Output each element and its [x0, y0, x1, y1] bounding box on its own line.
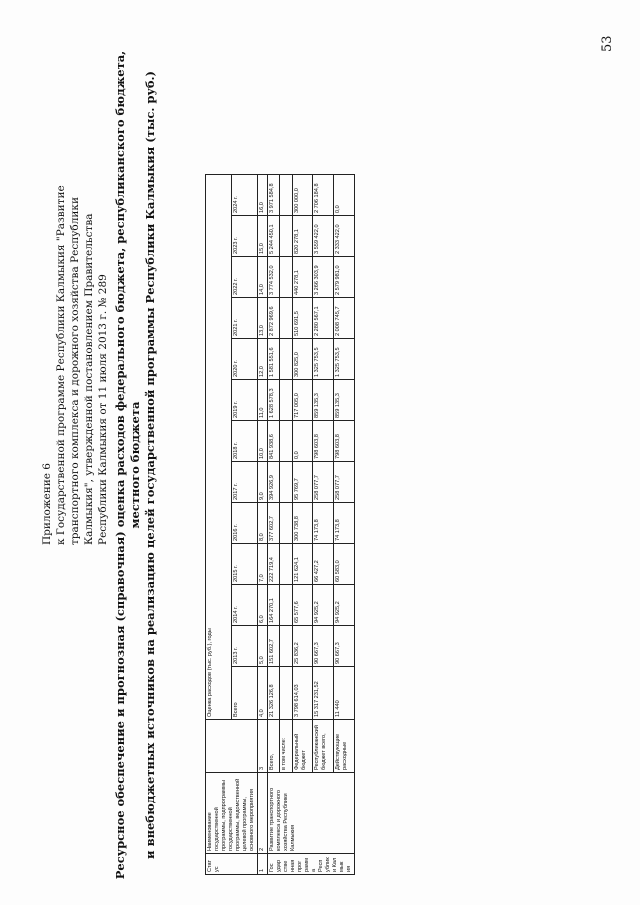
- value-cell: 66 427,2: [313, 544, 334, 585]
- value-cell: 841 938,6: [268, 421, 280, 462]
- column-number: 8,0: [258, 503, 268, 544]
- header-year: 2022 г.: [232, 257, 258, 298]
- value-cell: 15 317 231,52: [313, 667, 334, 720]
- table-row: [292, 175, 313, 875]
- column-number: 2: [258, 773, 268, 854]
- value-cell: 74 173,8: [313, 503, 334, 544]
- appendix-line: Калмыкия", утвержденной постановлением Правительства: [83, 213, 95, 545]
- header-year: 2021 г.: [232, 298, 258, 339]
- column-number: 11,0: [258, 380, 268, 421]
- value-cell: 2 579 981,0: [334, 257, 355, 298]
- value-cell: 3 798 614,03: [292, 667, 313, 720]
- source-cell: Республиканский бюджет всего,: [313, 720, 334, 773]
- value-cell: 1 581 551,6: [268, 339, 280, 380]
- value-cell: 798 603,8: [334, 421, 355, 462]
- value-cell: 94 925,2: [334, 585, 355, 626]
- value-cell: 25 836,2: [292, 626, 313, 667]
- value-cell: [280, 380, 292, 421]
- column-number: 6,0: [258, 585, 268, 626]
- title-line: и внебюджетных источников на реализацию целей государственной программы Республики Калмыкия (тыс. руб.): [143, 71, 157, 859]
- program-name-cell: Развитие транспортного комплекса и дорожного хозяйства Республики Калмыкия: [268, 773, 355, 854]
- value-cell: 300 825,0: [292, 339, 313, 380]
- header-name: Наименование государственной программы, подпрограммы государственной программы, ведомственной целевой программы, основного мероприятия: [206, 773, 258, 854]
- source-cell: Действующие расходные: [334, 720, 355, 773]
- value-cell: 717 005,0: [292, 380, 313, 421]
- column-number: 7,0: [258, 544, 268, 585]
- value-cell: 300 738,8: [292, 503, 313, 544]
- value-cell: 798 603,8: [313, 421, 334, 462]
- value-cell: 11 440: [334, 667, 355, 720]
- value-cell: 1 628 578,3: [268, 380, 280, 421]
- value-cell: 258 077,7: [313, 462, 334, 503]
- appendix-line: транспортного комплекса и дорожного хозяйства Республики: [69, 197, 81, 545]
- header-year: 2018 г.: [232, 421, 258, 462]
- value-cell: 300 000,0: [292, 175, 313, 216]
- value-cell: 3 266 303,9: [313, 257, 334, 298]
- value-cell: 2 706 184,8: [313, 175, 334, 216]
- column-number: 1: [258, 854, 268, 875]
- table-numbering-row: [258, 175, 268, 875]
- value-cell: [280, 339, 292, 380]
- value-cell: 0,0: [334, 175, 355, 216]
- header-year: 2020 г.: [232, 339, 258, 380]
- value-cell: [280, 175, 292, 216]
- value-cell: 510 691,5: [292, 298, 313, 339]
- header-year: 2016 г.: [232, 503, 258, 544]
- value-cell: 65 577,6: [292, 585, 313, 626]
- value-cell: 2 008 745,7: [334, 298, 355, 339]
- value-cell: 3 559 422,0: [313, 216, 334, 257]
- header-status: Стат ус: [206, 854, 258, 875]
- table-row: [268, 175, 280, 875]
- value-cell: 859 135,3: [313, 380, 334, 421]
- value-cell: 222 719,4: [268, 544, 280, 585]
- value-cell: [280, 421, 292, 462]
- value-cell: [280, 544, 292, 585]
- source-cell: Всего,: [268, 720, 280, 773]
- column-number: 15,0: [258, 216, 268, 257]
- value-cell: 121 624,1: [292, 544, 313, 585]
- value-cell: 377 602,7: [268, 503, 280, 544]
- column-number: 13,0: [258, 298, 268, 339]
- column-number: 4,0: [258, 667, 268, 720]
- value-cell: [280, 216, 292, 257]
- header-source: [206, 720, 258, 773]
- header-year: 2017 г.: [232, 462, 258, 503]
- value-cell: 74 173,8: [334, 503, 355, 544]
- value-cell: 394 926,9: [268, 462, 280, 503]
- table-row: [280, 175, 292, 875]
- appendix-header: [40, 85, 110, 545]
- table-row: [313, 175, 334, 875]
- value-cell: 1 325 753,5: [334, 339, 355, 380]
- value-cell: 5 244 450,1: [268, 216, 280, 257]
- value-cell: [280, 667, 292, 720]
- value-cell: [280, 503, 292, 544]
- header-year: 2019 г.: [232, 380, 258, 421]
- column-number: 16,0: [258, 175, 268, 216]
- column-number: 5,0: [258, 626, 268, 667]
- value-cell: 95 769,7: [292, 462, 313, 503]
- value-cell: [280, 257, 292, 298]
- value-cell: 164 270,1: [268, 585, 280, 626]
- document-title: [113, 45, 158, 885]
- value-cell: 859 135,3: [334, 380, 355, 421]
- page-number: 53: [600, 35, 615, 52]
- appendix-line: к Государственной программе Республики Калмыкия "Развитие: [55, 185, 67, 545]
- budget-table: [205, 174, 355, 875]
- column-number: 12,0: [258, 339, 268, 380]
- value-cell: [280, 462, 292, 503]
- value-cell: 2 333 422,0: [334, 216, 355, 257]
- status-cell: Гос удар стве нная прог рамм а Респ ублик и Кал мык ия: [268, 854, 355, 875]
- value-cell: 1 325 753,5: [313, 339, 334, 380]
- header-year: 2024 г.: [232, 175, 258, 216]
- column-number: 3: [258, 720, 268, 773]
- table-header-row: [206, 175, 232, 875]
- title-line: Ресурсное обеспечение и прогнозная (справочная) оценка расходов федерального бюджета, республиканского бюджета, местного бюджета: [113, 50, 142, 880]
- header-year: 2015 г.: [232, 544, 258, 585]
- value-cell: [280, 626, 292, 667]
- appendix-line: Республики Калмыкия от 11 июля 2013 г. № 289: [97, 274, 109, 545]
- header-year: Всего: [232, 667, 258, 720]
- value-cell: 151 602,7: [268, 626, 280, 667]
- value-cell: 0,0: [292, 421, 313, 462]
- value-cell: 440 278,1: [292, 257, 313, 298]
- column-number: 9,0: [258, 462, 268, 503]
- source-cell: Федеральный бюджет: [292, 720, 313, 773]
- value-cell: 2 872 969,6: [268, 298, 280, 339]
- value-cell: 94 925,2: [313, 585, 334, 626]
- value-cell: 21 326 126,8: [268, 667, 280, 720]
- value-cell: [280, 298, 292, 339]
- value-cell: 90 667,3: [334, 626, 355, 667]
- value-cell: 60 583,0: [334, 544, 355, 585]
- header-estimate: Оценка расходов (тыс. руб.), годы: [206, 175, 232, 720]
- value-cell: 820 278,1: [292, 216, 313, 257]
- table-row: [334, 175, 355, 875]
- value-cell: 3 971 584,8: [268, 175, 280, 216]
- header-year: 2013 г.: [232, 626, 258, 667]
- source-cell: в том числе:: [280, 720, 292, 773]
- value-cell: 2 280 567,1: [313, 298, 334, 339]
- value-cell: 90 667,3: [313, 626, 334, 667]
- header-year: 2014 г.: [232, 585, 258, 626]
- value-cell: 258 077,7: [334, 462, 355, 503]
- appendix-line: Приложение 6: [41, 463, 53, 545]
- value-cell: [280, 585, 292, 626]
- header-year: 2023 г.: [232, 216, 258, 257]
- value-cell: 3 774 532,0: [268, 257, 280, 298]
- column-number: 10,0: [258, 421, 268, 462]
- column-number: 14,0: [258, 257, 268, 298]
